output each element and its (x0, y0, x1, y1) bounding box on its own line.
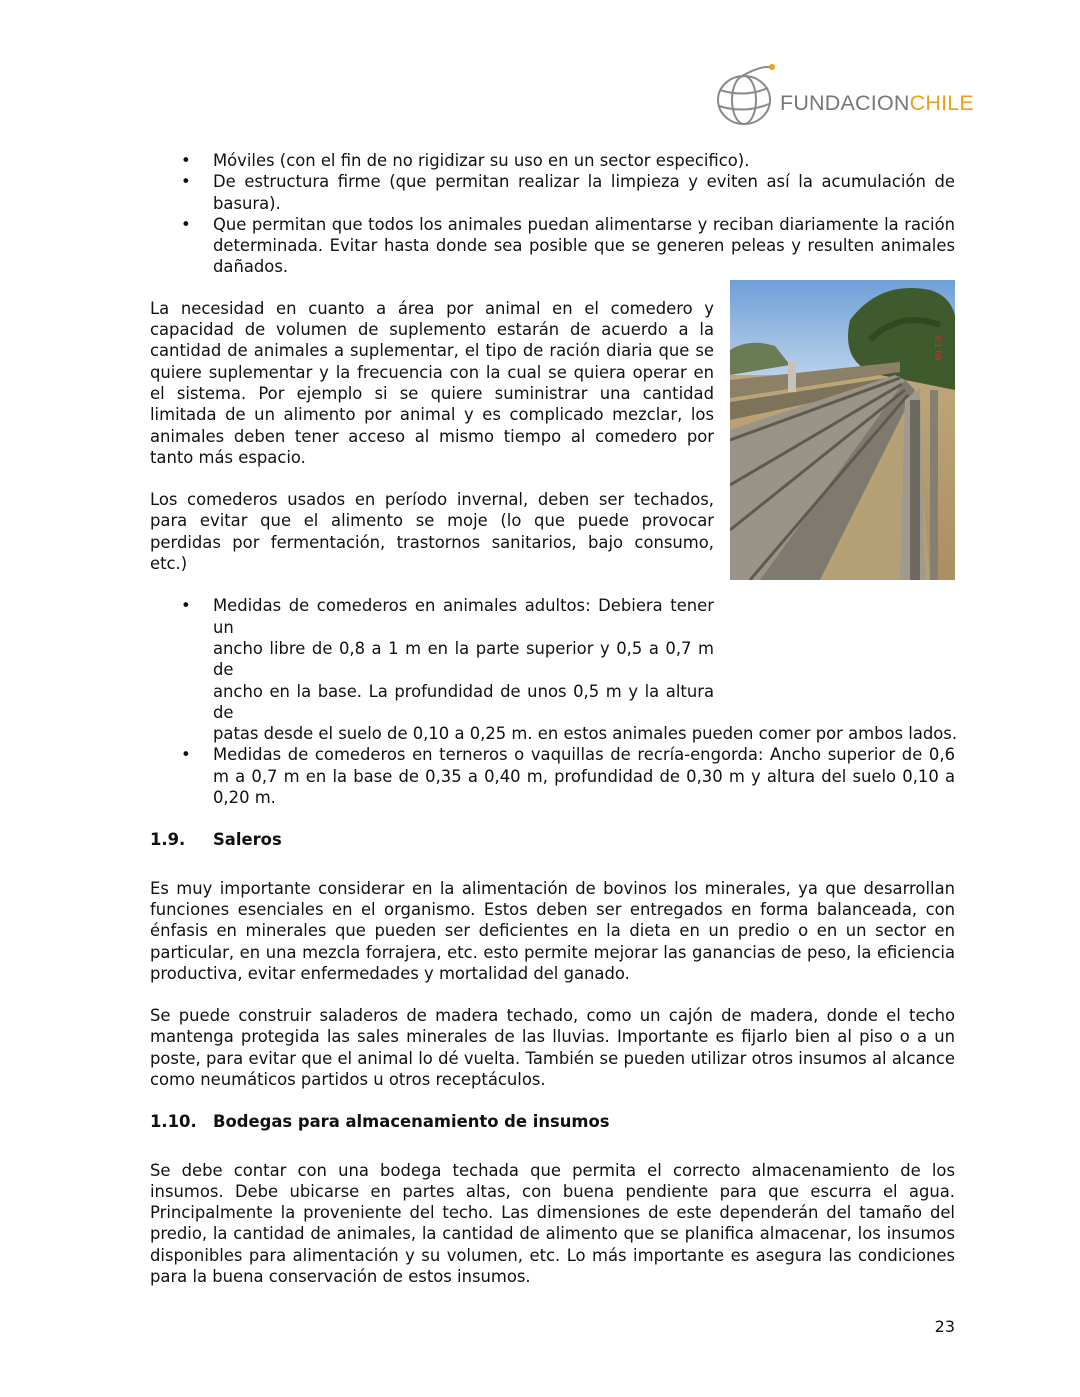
list-item: • Que permitan que todos los animales puedan alimentarse y reciban diariamente la ración determinada. Evitar hasta donde sea posible que se generen peleas y resulten animales dañados. (150, 214, 955, 278)
list-line: patas desde el suelo de 0,10 a 0,25 m. en estos animales pueden comer por ambos lados. (213, 724, 958, 744)
section-heading-saleros (150, 829, 955, 850)
logo-wordmark (780, 91, 974, 115)
list-item-terneros: • Medidas de comederos en terneros o vaquillas de recría-engorda: Ancho superior de 0,6 m a 0,7 m en la base de 0,35 a 0,40 m, profundidad de 0,30 m y altura del suelo 0,10 a 0,20 m. (150, 744, 955, 808)
section-title: Saleros (213, 830, 282, 850)
section-title: Bodegas para almacenamiento de insumos (213, 1112, 610, 1132)
list-item: • De estructura firme (que permitan realizar la limpieza y eviten así la acumulación de basura). (150, 171, 955, 214)
section-number: 1.9. (150, 830, 186, 850)
feeder-dimensions-list (150, 595, 958, 808)
svg-text:2,1 09: 2,1 09 (933, 335, 942, 361)
fundacion-chile-logo (712, 58, 974, 130)
list-line: ancho libre de 0,8 a 1 m en la parte superior y 0,5 a 0,7 m de (213, 638, 714, 680)
page-number: 23 (934, 1317, 955, 1336)
feeder-requirements-list (150, 150, 955, 278)
globe-icon (712, 58, 782, 130)
paragraph-comederos-invernal: Los comederos usados en período invernal, deben ser techados, para evitar que el alimento se moje (lo que puede provocar perdidas por fermentación, trastornos sanitarios, bajo consumo, etc.) (150, 490, 714, 574)
page-content (150, 150, 958, 1287)
paragraph-bodega-techada: Se debe contar con una bodega techada que permita el correcto almacenamiento de los insumos. Debe ubicarse en partes altas, con buena pendiente para que escurra el agua. Principalmente la proveniente del techo. Las dimensiones de este dependerán del tamaño del predio, la cantidad de animales, la cantidad de alimento que se planifica almacenar, los insumos disponibles para alimentación y su volumen, etc. Lo más importante es asegura las condiciones para la buena conservación de estos insumos. (150, 1160, 955, 1287)
section-number: 1.10. (150, 1112, 197, 1132)
paragraph-saleros-minerales: Es muy importante considerar en la alimentación de bovinos los minerales, ya que desarrollan funciones esenciales en el organismo. Estos deben ser entregados en forma balanceada, con énfasis en minerales que pueden ser deficientes en la dieta en un predio o en un sector en particular, en una mezcla forrajera, etc. esto permite mejorar las ganancias de peso, la eficiencia productiva, evitar enfermedades y mortalidad del ganado. (150, 878, 955, 983)
list-item-adultos (150, 595, 958, 744)
logo-text-chile: CHILE (909, 91, 974, 115)
paragraph-area-por-animal: La necesidad en cuanto a área por animal en el comedero y capacidad de volumen de suplemento estarán de acuerdo a la cantidad de animales a suplementar, el tipo de ración diaria que se quiere suplementar y la frecuencia con la cual se quiera operar en el sistema. Por ejemplo si se quiere suministrar una cantidad limitada de un alimento por animal y es complicado mezclar, los animales deben tener acceso al mismo tiempo al comedero por tanto más espacio. (150, 298, 714, 467)
list-line: ancho en la base. La profundidad de unos 0,5 m y la altura de (213, 681, 714, 722)
list-line: • Medidas de comederos en animales adultos: Debiera tener un (213, 596, 714, 637)
section-heading-bodegas (150, 1111, 955, 1132)
list-item: • Móviles (con el fin de no rigidizar su uso en un sector especifico). (150, 150, 955, 171)
logo-text-fundacion: FUNDACION (780, 91, 910, 115)
paragraph-saladeros-madera: Se puede construir saladeros de madera techado, como un cajón de madera, donde el techo mantenga protegida las sales minerales de las lluvias. Importante es fijarlo bien al piso o a un poste, para evitar que el animal lo dé vuelta. También se pueden utilizar otros insumos al alcance como neumáticos partidos u otros receptáculos. (150, 1006, 955, 1089)
